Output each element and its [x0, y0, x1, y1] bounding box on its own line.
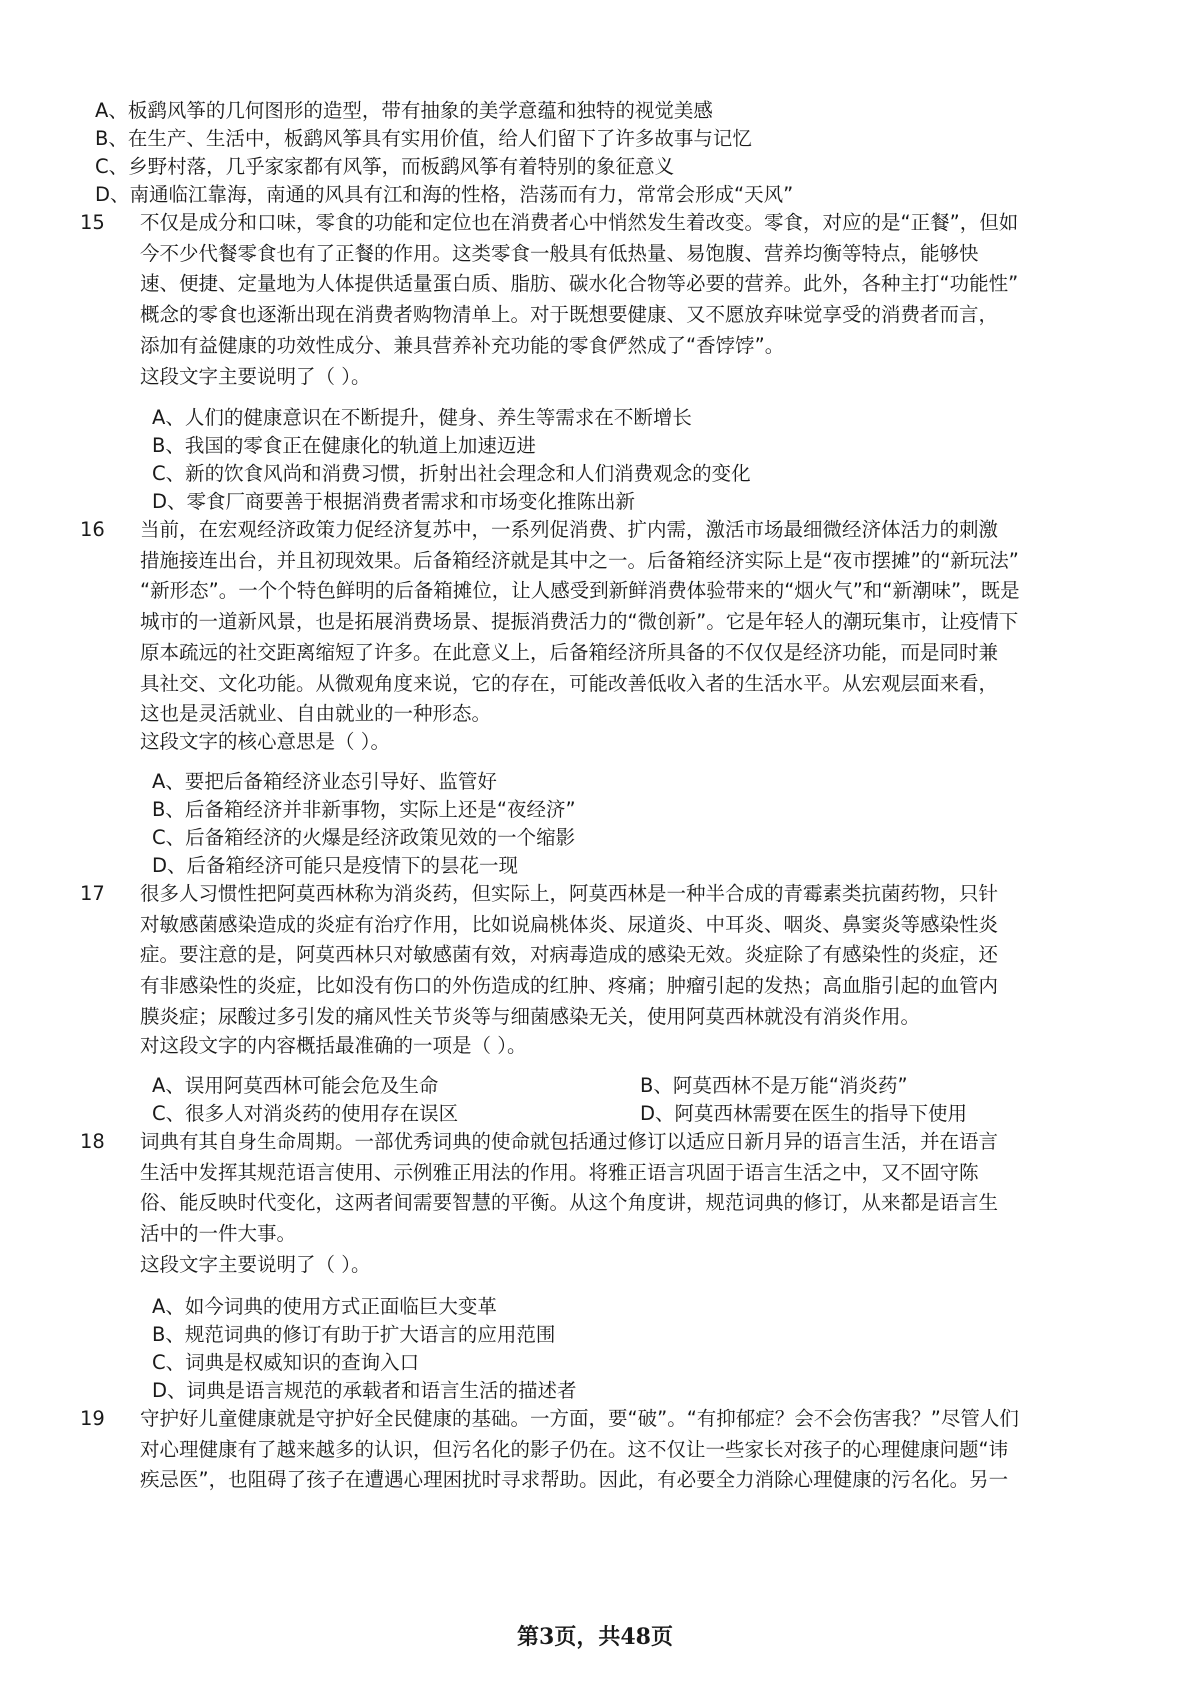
stem-line: 原本疏远的社交距离缩短了许多。在此意义上，后备箱经济所具备的不仅仅是经济功能，而是同时兼	[140, 640, 999, 664]
option-b: B、我国的零食正在健康化的轨道上加速迈进	[152, 434, 536, 457]
stem-line: 膜炎症；尿酸过多引发的痛风性关节炎等与细菌感染无关，使用阿莫西林就没有消炎作用。	[140, 1004, 921, 1028]
question-stem	[140, 208, 1080, 362]
stem-line: 活中的一件大事。	[140, 1222, 297, 1246]
option-a: A、板鹞风筝的几何图形的造型，带有抽象的美学意蕴和独特的视觉美感	[95, 99, 713, 122]
option-d: D、后备箱经济可能只是疫情下的昙花一现	[152, 854, 519, 877]
option-d: D、南通临江靠海，南通的风具有江和海的性格，浩荡而有力，常常会形成“天风”	[95, 183, 794, 206]
stem-line: 今不少代餐零食也有了正餐的作用。这类零食一般具有低热量、易饱腹、营养均衡等特点，能够快	[140, 241, 979, 265]
option-b: B、阿莫西林不是万能“消炎药”	[640, 1074, 908, 1097]
stem-line: 对敏感菌感染造成的炎症有治疗作用，比如说扁桃体炎、尿道炎、中耳炎、咽炎、鼻窦炎等感染性炎	[140, 912, 999, 936]
stem-line: 对心理健康有了越来越多的认识，但污名化的影子仍在。这不仅让一些家长对孩子的心理健康问题“讳	[140, 1437, 1009, 1461]
stem-line: 添加有益健康的功效性成分、兼具营养补充功能的零食俨然成了“香饽饽”。	[140, 333, 785, 357]
question-prompt: 这段文字的核心意思是（ ）。	[140, 730, 390, 753]
question-number: 19	[80, 1407, 105, 1430]
stem-line: 生活中发挥其规范语言使用、示例雅正用法的作用。将雅正语言巩固于语言生活之中，又不固守陈	[140, 1160, 979, 1184]
option-a: A、误用阿莫西林可能会危及生命	[152, 1074, 439, 1097]
stem-line: 疾忌医”，也阻碍了孩子在遭遇心理困扰时寻求帮助。因此，有必要全力消除心理健康的污名化。另一	[140, 1468, 1009, 1492]
option-c: C、乡野村落，几乎家家都有风筝，而板鹞风筝有着特别的象征意义	[95, 155, 675, 178]
stem-line: 有非感染性的炎症，比如没有伤口的外伤造成的红肿、疼痛；肿瘤引起的发热；高血脂引起的血管内	[140, 974, 999, 998]
question-stem	[140, 1404, 1080, 1496]
page-footer: 第3页，共48页	[517, 1624, 673, 1650]
option-d: D、词典是语言规范的承载者和语言生活的描述者	[152, 1379, 577, 1402]
option-b: B、规范词典的修订有助于扩大语言的应用范围	[152, 1323, 556, 1346]
stem-line: 俗、能反映时代变化，这两者间需要智慧的平衡。从这个角度讲，规范词典的修订，从来都是语言生	[140, 1191, 999, 1215]
stem-line: 城市的一道新风景，也是拓展消费场景、提振消费活力的“微创新”。它是年轻人的潮玩集市，让疫情下	[140, 610, 1019, 634]
option-c: C、后备箱经济的火爆是经济政策见效的一个缩影	[152, 826, 576, 849]
stem-line: 症。要注意的是，阿莫西林只对敏感菌有效，对病毒造成的感染无效。炎症除了有感染性的炎症，还	[140, 943, 999, 967]
question-stem	[140, 1127, 1080, 1250]
option-a: A、如今词典的使用方式正面临巨大变革	[152, 1295, 497, 1318]
option-d: D、阿莫西林需要在医生的指导下使用	[640, 1102, 968, 1125]
option-b: B、后备箱经济并非新事物，实际上还是“夜经济”	[152, 798, 576, 821]
stem-line: 守护好儿童健康就是守护好全民健康的基础。一方面，要“破”。“有抑郁症？会不会伤害我？”尽管人们	[140, 1407, 1019, 1430]
stem-line: 速、便捷、定量地为人体提供适量蛋白质、脂肪、碳水化合物等必要的营养。此外，各种主打“功能性”	[140, 272, 1019, 296]
option-b: B、在生产、生活中，板鹞风筝具有实用价值，给人们留下了许多故事与记忆	[95, 127, 752, 150]
stem-line: 不仅是成分和口味，零食的功能和定位也在消费者心中悄然发生着改变。零食，对应的是“正餐”，但如	[140, 211, 1019, 234]
question-stem	[140, 515, 1080, 730]
question-number: 17	[80, 882, 105, 905]
stem-line: 这也是灵活就业、自由就业的一种形态。	[140, 702, 492, 726]
stem-line: 具社交、文化功能。从微观角度来说，它的存在，可能改善低收入者的生活水平。从宏观层面来看，	[140, 671, 999, 695]
option-a: A、要把后备箱经济业态引导好、监管好	[152, 770, 497, 793]
option-c: C、新的饮食风尚和消费习惯，折射出社会理念和人们消费观念的变化	[152, 462, 751, 485]
question-number: 15	[80, 211, 105, 234]
stem-line: 措施接连出台，并且初现效果。后备箱经济就是其中之一。后备箱经济实际上是“夜市摆摊”的“新玩法”	[140, 548, 1019, 572]
question-number: 18	[80, 1130, 105, 1153]
option-c: C、词典是权威知识的查询入口	[152, 1351, 420, 1374]
question-stem	[140, 879, 1080, 1033]
question-prompt: 这段文字主要说明了（ ）。	[140, 1253, 371, 1276]
option-c: C、很多人对消炎药的使用存在误区	[152, 1102, 459, 1125]
stem-line: 很多人习惯性把阿莫西林称为消炎药，但实际上，阿莫西林是一种半合成的青霉素类抗菌药物，只针	[140, 882, 999, 905]
stem-line: 概念的零食也逐渐出现在消费者购物清单上。对于既想要健康、又不愿放弃味觉享受的消费者而言，	[140, 303, 999, 327]
question-prompt: 对这段文字的内容概括最准确的一项是（ ）。	[140, 1034, 527, 1057]
stem-line: 当前，在宏观经济政策力促经济复苏中，一系列促消费、扩内需，激活市场最细微经济体活力的刺激	[140, 518, 999, 541]
option-d: D、零食厂商要善于根据消费者需求和市场变化推陈出新	[152, 490, 636, 513]
question-prompt: 这段文字主要说明了（ ）。	[140, 365, 371, 388]
question-number: 16	[80, 518, 105, 541]
stem-line: “新形态”。一个个特色鲜明的后备箱摊位，让人感受到新鲜消费体验带来的“烟火气”和“新潮味”，既是	[140, 579, 1020, 603]
stem-line: 词典有其自身生命周期。一部优秀词典的使命就包括通过修订以适应日新月异的语言生活，并在语言	[140, 1130, 999, 1153]
option-a: A、人们的健康意识在不断提升，健身、养生等需求在不断增长	[152, 406, 692, 429]
